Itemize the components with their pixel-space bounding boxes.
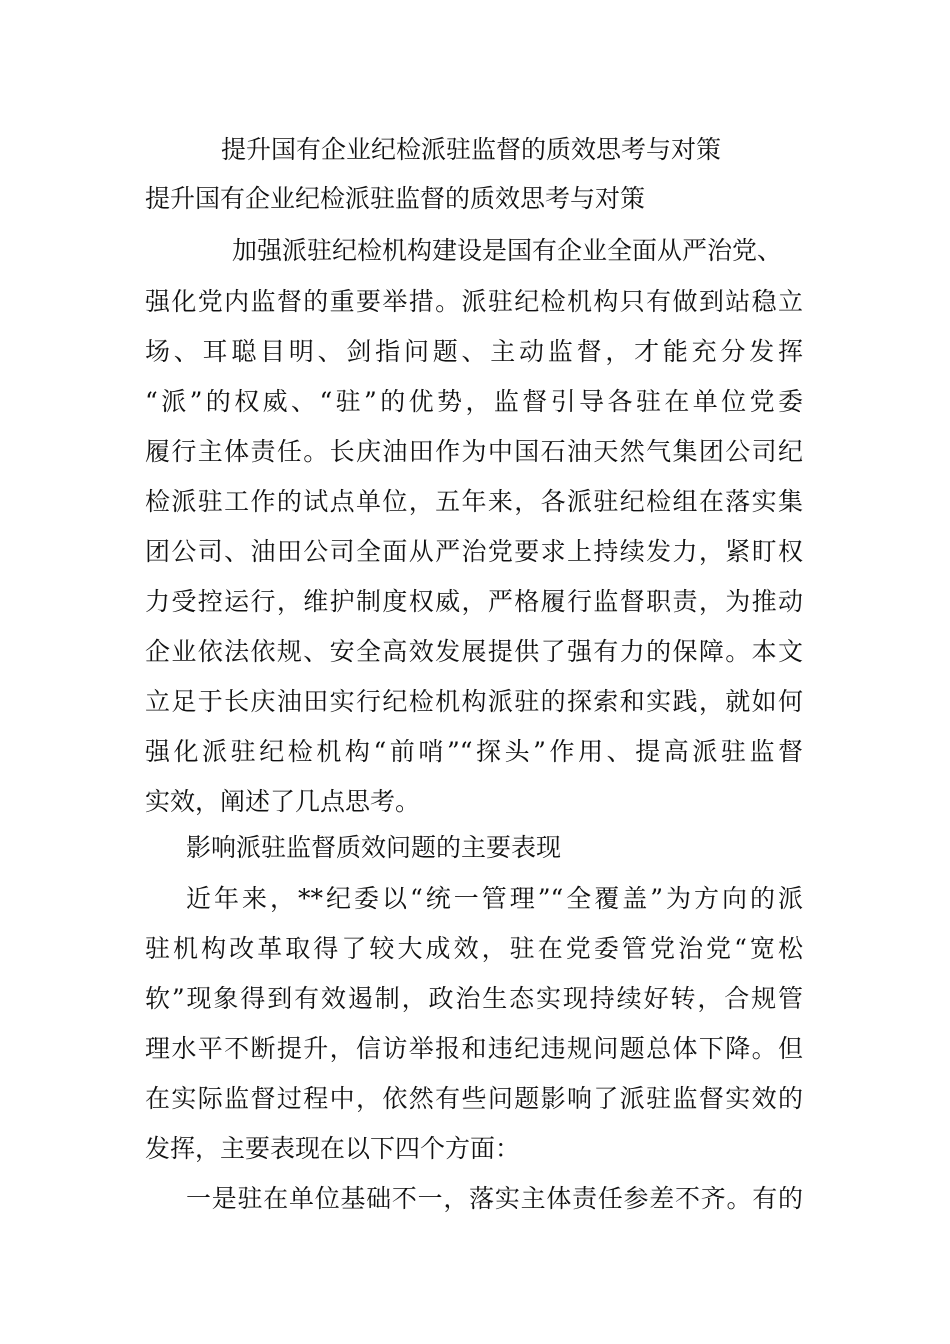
paragraph-line: 实效，阐述了几点思考。: [145, 787, 421, 816]
paragraph-line: 近年来，**纪委以“统一管理”“全覆盖”为方向的派: [186, 884, 803, 913]
paragraph-line: 发挥，主要表现在以下四个方面：: [145, 1134, 521, 1163]
paragraph-line: 在实际监督过程中，依然有些问题影响了派驻监督实效的: [145, 1084, 803, 1113]
document-subtitle: 提升国有企业纪检派驻监督的质效思考与对策: [145, 184, 646, 213]
paragraph-line: 加强派驻纪检机构建设是国有企业全面从严治党、: [232, 236, 783, 265]
paragraph-line: 力受控运行，维护制度权威，严格履行监督职责，为推动: [145, 587, 803, 616]
paragraph-line: 履行主体责任。长庆油田作为中国石油天然气集团公司纪: [145, 437, 803, 466]
paragraph-line: 驻机构改革取得了较大成效，驻在党委管党治党“宽松: [145, 934, 803, 963]
paragraph-line: 软”现象得到有效遏制，政治生态实现持续好转，合规管: [145, 984, 803, 1013]
paragraph-line: 检派驻工作的试点单位，五年来，各派驻纪检组在落实集: [145, 487, 803, 516]
paragraph-line: 企业依法依规、安全高效发展提供了强有力的保障。本文: [145, 637, 803, 666]
document-title: 提升国有企业纪检派驻监督的质效思考与对策: [221, 135, 722, 164]
paragraph-line: 立足于长庆油田实行纪检机构派驻的探索和实践，就如何: [145, 687, 803, 716]
paragraph-line: 场、耳聪目明、剑指问题、主动监督，才能充分发挥: [145, 337, 803, 366]
paragraph-line: 一是驻在单位基础不一，落实主体责任参差不齐。有的: [186, 1184, 803, 1213]
paragraph-line: “派”的权威、“驻”的优势，监督引导各驻在单位党委: [145, 387, 803, 416]
section-heading: 影响派驻监督质效问题的主要表现: [186, 833, 562, 862]
paragraph-line: 强化党内监督的重要举措。派驻纪检机构只有做到站稳立: [145, 287, 803, 316]
paragraph-line: 理水平不断提升，信访举报和违纪违规问题总体下降。但: [145, 1034, 803, 1063]
paragraph-line: 强化派驻纪检机构“前哨”“探头”作用、提高派驻监督: [145, 737, 803, 766]
paragraph-line: 团公司、油田公司全面从严治党要求上持续发力，紧盯权: [145, 537, 803, 566]
